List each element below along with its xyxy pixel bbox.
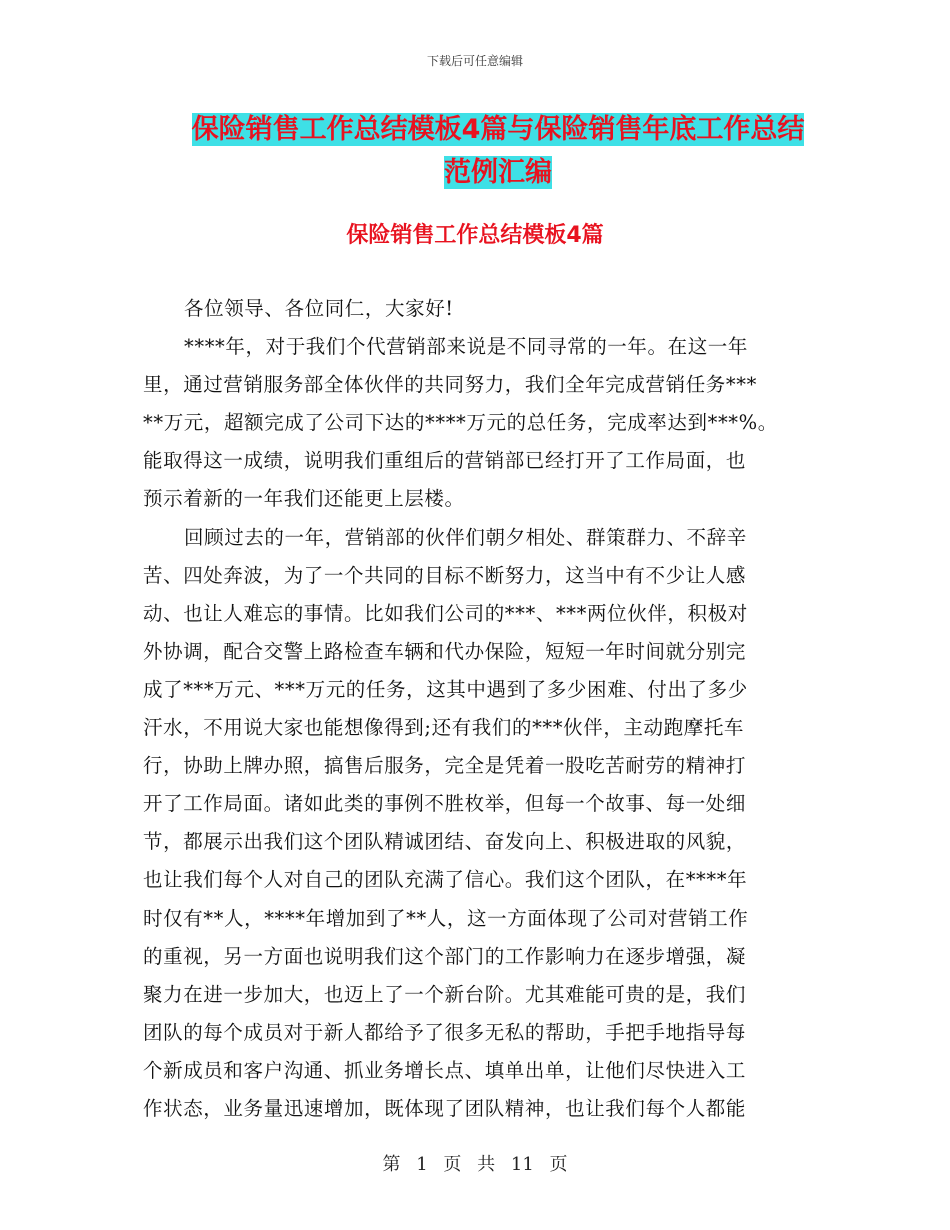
document-title-text-1: 保险销售工作总结模板4篇与保险销售年底工作总结 bbox=[191, 114, 805, 145]
paragraph-line: 也让我们每个人对自己的团队充满了信心。我们这个团队，在****年 bbox=[143, 868, 748, 892]
document-title-line-1 bbox=[140, 112, 856, 148]
paragraph-line: 苦、四处奔波，为了一个共同的目标不断努力，这当中有不少让人感 bbox=[143, 563, 747, 587]
paragraph-line: 成了***万元、***万元的任务，这其中遇到了多少困难、付出了多少 bbox=[143, 677, 748, 701]
document-title-text-2: 范例汇编 bbox=[444, 157, 552, 188]
paragraph-line: 预示着新的一年我们还能更上层楼。 bbox=[143, 487, 465, 511]
document-title-line-2 bbox=[140, 155, 856, 191]
page-footer bbox=[0, 1150, 950, 1176]
paragraph-line: 时仅有**人，****年增加到了**人，这一方面体现了公司对营销工作 bbox=[143, 906, 749, 930]
paragraph-line: 个新成员和客户沟通、抓业务增长点、填单出单，让他们尽快进入工 bbox=[143, 1058, 747, 1082]
paragraph-line: 的重视，另一方面也说明我们这个部门的工作影响力在逐步增强，凝 bbox=[143, 944, 747, 968]
paragraph-line: **万元，超额完成了公司下达的****万元的总任务，完成率达到***%。 bbox=[143, 411, 778, 435]
paragraph-line: 回顾过去的一年，营销部的伙伴们朝夕相处、群策群力、不辞辛 bbox=[184, 525, 747, 549]
paragraph-line: 开了工作局面。诸如此类的事例不胜枚举，但每一个故事、每一处细 bbox=[143, 792, 747, 816]
paragraph-line: 汗水，不用说大家也能想像得到;还有我们的***伙伴，主动跑摩托车 bbox=[143, 716, 745, 740]
paragraph-line: 行，协助上牌办照，搞售后服务，完全是凭着一股吃苦耐劳的精神打 bbox=[143, 754, 747, 778]
paragraph-line: 各位领导、各位同仁，大家好! bbox=[184, 297, 454, 320]
page-header: 下载后可任意编辑 bbox=[426, 54, 523, 68]
section-title: 保险销售工作总结模板4篇 bbox=[346, 223, 604, 248]
total-pages: 11 bbox=[510, 1154, 534, 1175]
paragraph-line: 团队的每个成员对于新人都给予了很多无私的帮助，手把手地指导每 bbox=[143, 1020, 747, 1044]
footer-label: 页 bbox=[549, 1154, 568, 1175]
paragraph-line: 动、也让人难忘的事情。比如我们公司的***、***两位伙伴，积极对 bbox=[143, 601, 748, 625]
paragraph-line: 能取得这一成绩，说明我们重组后的营销部已经打开了工作局面，也 bbox=[143, 449, 747, 473]
paragraph-line: 聚力在进一步加大，也迈上了一个新台阶。尤其难能可贵的是，我们 bbox=[143, 982, 747, 1006]
footer-label: 第 bbox=[382, 1154, 401, 1175]
paragraph-line: 节，都展示出我们这个团队精诚团结、奋发向上、积极进取的风貌， bbox=[143, 830, 747, 854]
paragraph-line: ****年，对于我们个代营销部来说是不同寻常的一年。在这一年 bbox=[184, 335, 749, 359]
page-number: 1 bbox=[416, 1154, 428, 1175]
footer-label: 页 bbox=[443, 1154, 462, 1175]
paragraph-line: 作状态，业务量迅速增加，既体现了团队精神，也让我们每个人都能 bbox=[143, 1096, 747, 1120]
paragraph-line: 里，通过营销服务部全体伙伴的共同努力，我们全年完成营销任务*** bbox=[143, 373, 757, 397]
body-text bbox=[143, 290, 805, 1128]
paragraph-line: 外协调，配合交警上路检查车辆和代办保险，短短一年时间就分别完 bbox=[143, 639, 747, 663]
footer-label: 共 bbox=[477, 1154, 496, 1175]
